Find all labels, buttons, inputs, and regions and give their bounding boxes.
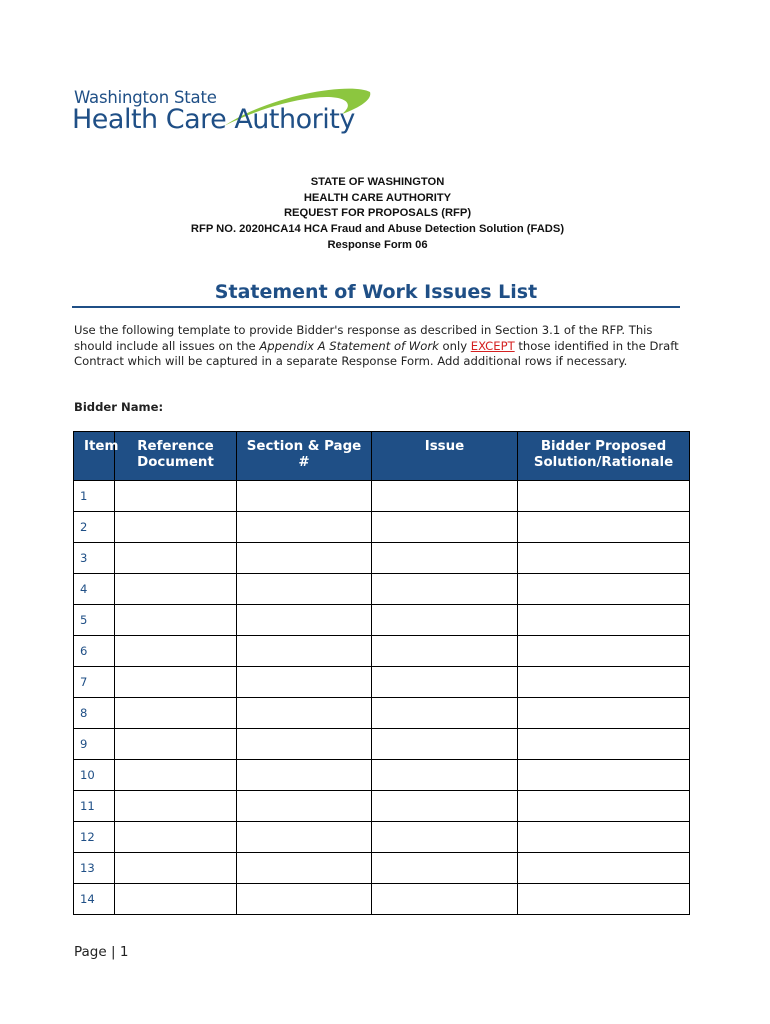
table-row <box>74 543 690 574</box>
table-row <box>74 605 690 636</box>
solution-cell[interactable] <box>518 822 690 853</box>
page-number: Page | 1 <box>74 944 129 960</box>
reference-cell[interactable] <box>115 791 237 822</box>
solution-cell[interactable] <box>518 512 690 543</box>
row-item-number: 7 <box>74 667 115 698</box>
section-page-cell[interactable] <box>237 512 372 543</box>
section-page-cell[interactable] <box>237 853 372 884</box>
solution-cell[interactable] <box>518 605 690 636</box>
issue-cell[interactable] <box>372 636 518 667</box>
logo-line-state: Washington State <box>74 88 217 107</box>
hca-logo <box>72 84 372 144</box>
row-item-number: 12 <box>74 822 115 853</box>
reference-cell[interactable] <box>115 760 237 791</box>
table-row <box>74 574 690 605</box>
solution-cell[interactable] <box>518 853 690 884</box>
solution-cell[interactable] <box>518 884 690 915</box>
section-page-cell[interactable] <box>237 574 372 605</box>
section-page-cell[interactable] <box>237 481 372 512</box>
row-item-number: 5 <box>74 605 115 636</box>
issue-cell[interactable] <box>372 791 518 822</box>
table-row <box>74 667 690 698</box>
issues-table <box>73 431 690 915</box>
section-page-cell[interactable] <box>237 698 372 729</box>
table-row <box>74 698 690 729</box>
reference-cell[interactable] <box>115 853 237 884</box>
issue-cell[interactable] <box>372 884 518 915</box>
header-line: STATE OF WASHINGTON <box>310 176 445 188</box>
solution-cell[interactable] <box>518 698 690 729</box>
issue-cell[interactable] <box>372 729 518 760</box>
table-row <box>74 729 690 760</box>
column-header-reference: Reference Document <box>115 432 237 481</box>
solution-cell[interactable] <box>518 481 690 512</box>
intro-except-link[interactable]: EXCEPT <box>470 338 515 353</box>
reference-cell[interactable] <box>115 822 237 853</box>
row-item-number: 11 <box>74 791 115 822</box>
table-row <box>74 853 690 884</box>
table-row <box>74 760 690 791</box>
solution-cell[interactable] <box>518 574 690 605</box>
column-header-section-page: Section & Page # <box>237 432 372 481</box>
table-row <box>74 512 690 543</box>
issue-cell[interactable] <box>372 760 518 791</box>
issue-cell[interactable] <box>372 605 518 636</box>
table-row <box>74 481 690 512</box>
reference-cell[interactable] <box>115 512 237 543</box>
intro-text: those identified in the Draft Contract which will be captured in a separate Response Form. Add additional rows if necessary. <box>74 338 679 369</box>
row-item-number: 9 <box>74 729 115 760</box>
reference-cell[interactable] <box>115 698 237 729</box>
section-page-cell[interactable] <box>237 822 372 853</box>
issue-cell[interactable] <box>372 574 518 605</box>
row-item-number: 1 <box>74 481 115 512</box>
bidder-name-label: Bidder Name: <box>74 400 164 414</box>
reference-cell[interactable] <box>115 667 237 698</box>
section-page-cell[interactable] <box>237 667 372 698</box>
solution-cell[interactable] <box>518 729 690 760</box>
table-row <box>74 791 690 822</box>
section-page-cell[interactable] <box>237 760 372 791</box>
reference-cell[interactable] <box>115 636 237 667</box>
issue-cell[interactable] <box>372 512 518 543</box>
row-item-number: 14 <box>74 884 115 915</box>
header-line: Response Form 06 <box>327 238 428 251</box>
solution-cell[interactable] <box>518 636 690 667</box>
row-item-number: 13 <box>74 853 115 884</box>
header-line: REQUEST FOR PROPOSALS (RFP) <box>283 207 472 220</box>
issue-cell[interactable] <box>372 667 518 698</box>
reference-cell[interactable] <box>115 543 237 574</box>
column-header-issue: Issue <box>372 432 518 481</box>
title-divider <box>72 306 680 308</box>
table-row <box>74 822 690 853</box>
section-page-cell[interactable] <box>237 543 372 574</box>
reference-cell[interactable] <box>115 481 237 512</box>
intro-appendix-ref: Appendix A Statement of Work <box>259 338 439 353</box>
header-line: HEALTH CARE AUTHORITY <box>303 191 452 204</box>
table-header-row <box>74 432 690 481</box>
row-item-number: 2 <box>74 512 115 543</box>
solution-cell[interactable] <box>518 543 690 574</box>
reference-cell[interactable] <box>115 884 237 915</box>
intro-text: Use the following template to provide Bidder's response as described in Section 3.1 of the RFP. This should include all issues on the <box>74 323 653 353</box>
reference-cell[interactable] <box>115 574 237 605</box>
row-item-number: 4 <box>74 574 115 605</box>
issue-cell[interactable] <box>372 543 518 574</box>
solution-cell[interactable] <box>518 667 690 698</box>
section-page-cell[interactable] <box>237 636 372 667</box>
reference-cell[interactable] <box>115 605 237 636</box>
solution-cell[interactable] <box>518 791 690 822</box>
logo-line-agency: Health Care Authority <box>72 104 355 135</box>
row-item-number: 10 <box>74 760 115 791</box>
reference-cell[interactable] <box>115 729 237 760</box>
solution-cell[interactable] <box>518 760 690 791</box>
row-item-number: 8 <box>74 698 115 729</box>
section-page-cell[interactable] <box>237 791 372 822</box>
intro-paragraph <box>74 323 694 370</box>
section-page-cell[interactable] <box>237 884 372 915</box>
issue-cell[interactable] <box>372 698 518 729</box>
intro-text: only <box>438 338 471 353</box>
row-item-number: 3 <box>74 543 115 574</box>
issue-cell[interactable] <box>372 481 518 512</box>
section-page-cell[interactable] <box>237 729 372 760</box>
header-line: RFP NO. 2020HCA14 HCA Fraud and Abuse Detection Solution (FADS) <box>190 223 565 236</box>
row-item-number: 6 <box>74 636 115 667</box>
issue-cell[interactable] <box>372 853 518 884</box>
table-row <box>74 884 690 915</box>
column-header-solution: Bidder Proposed Solution/Rationale <box>518 432 690 481</box>
rfp-header <box>0 175 755 254</box>
section-page-cell[interactable] <box>237 605 372 636</box>
page-title: Statement of Work Issues List <box>214 281 538 303</box>
column-header-item: Item <box>74 432 115 481</box>
table-row <box>74 636 690 667</box>
issue-cell[interactable] <box>372 822 518 853</box>
